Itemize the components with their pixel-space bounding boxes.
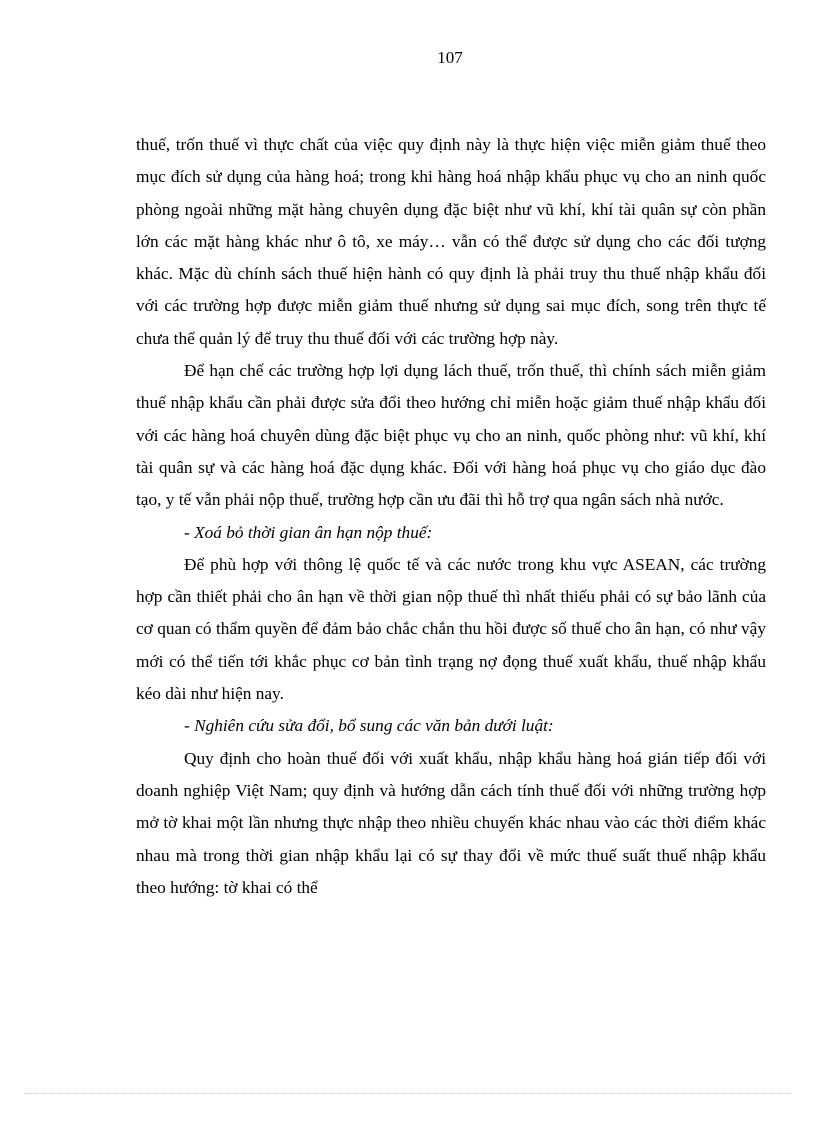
section-heading-1: - Xoá bỏ thời gian ân hạn nộp thuế: (184, 522, 433, 542)
paragraph-1: thuế, trốn thuế vì thực chất của việc quy định này là thực hiện việc miễn giảm thuế theo mục đích sử dụng của hàng hoá; trong khi hàng hoá nhập khẩu phục vụ cho an ninh quốc phòng ngoài những mặt hàng chuyên dụng đặc biệt như vũ khí, khí tài quân sự còn phần lớn các mặt hàng khác như ô tô, xe máy… vẫn có thể được sử dụng cho các đối tượng khác. Mặc dù chính sách thuế hiện hành có quy định là phải truy thu thuế nhập khẩu đối với các trường hợp được miễn giảm thuế nhưng sử dụng sai mục đích, song trên thực tế chưa thể quản lý để truy thu thuế đối với các trường hợp này. (136, 135, 766, 348)
section-heading-2: - Nghiên cứu sửa đổi, bổ sung các văn bản dưới luật: (184, 716, 554, 736)
body-text (136, 129, 766, 904)
page-number: 107 (437, 48, 463, 67)
page-bottom-rule (24, 1093, 792, 1094)
paragraph-4: Quy định cho hoàn thuế đối với xuất khẩu, nhập khẩu hàng hoá gián tiếp đối với doanh nghiệp Việt Nam; quy định và hướng dẫn cách tính thuế đối với những trường hợp mở tờ khai một lần nhưng thực nhập theo nhiều chuyến khác nhau vào các thời điểm khác nhau mà trong thời gian nhập khẩu lại có sự thay đổi về mức thuế suất thuế nhập khẩu theo hướng: tờ khai có thể (136, 748, 766, 897)
paragraph-3: Để phù hợp với thông lệ quốc tế và các nước trong khu vực ASEAN, các trường hợp cần thiết phải cho ân hạn về thời gian nộp thuế thì nhất thiếu phải có sự bảo lãnh của cơ quan có thẩm quyền để đảm bảo chắc chắn thu hồi được số thuế cho ân hạn, có như vậy mới có thể tiến tới khắc phục cơ bản tình trạng nợ đọng thuế xuất khẩu, thuế nhập khẩu kéo dài như hiện nay. (136, 554, 766, 704)
paragraph-2: Để hạn chế các trường hợp lợi dụng lách thuế, trốn thuế, thì chính sách miễn giảm thuế nhập khẩu cần phải được sửa đổi theo hướng chỉ miễn hoặc giảm thuế nhập khẩu đối với các hàng hoá chuyên dùng đặc biệt phục vụ cho an ninh, quốc phòng như: vũ khí, khí tài quân sự và các hàng hoá đặc dụng khác. Đối với hàng hoá phục vụ cho giáo dục đào tạo, y tế vẫn phải nộp thuế, trường hợp cần ưu đãi thì hỗ trợ qua ngân sách nhà nước. (136, 361, 766, 510)
